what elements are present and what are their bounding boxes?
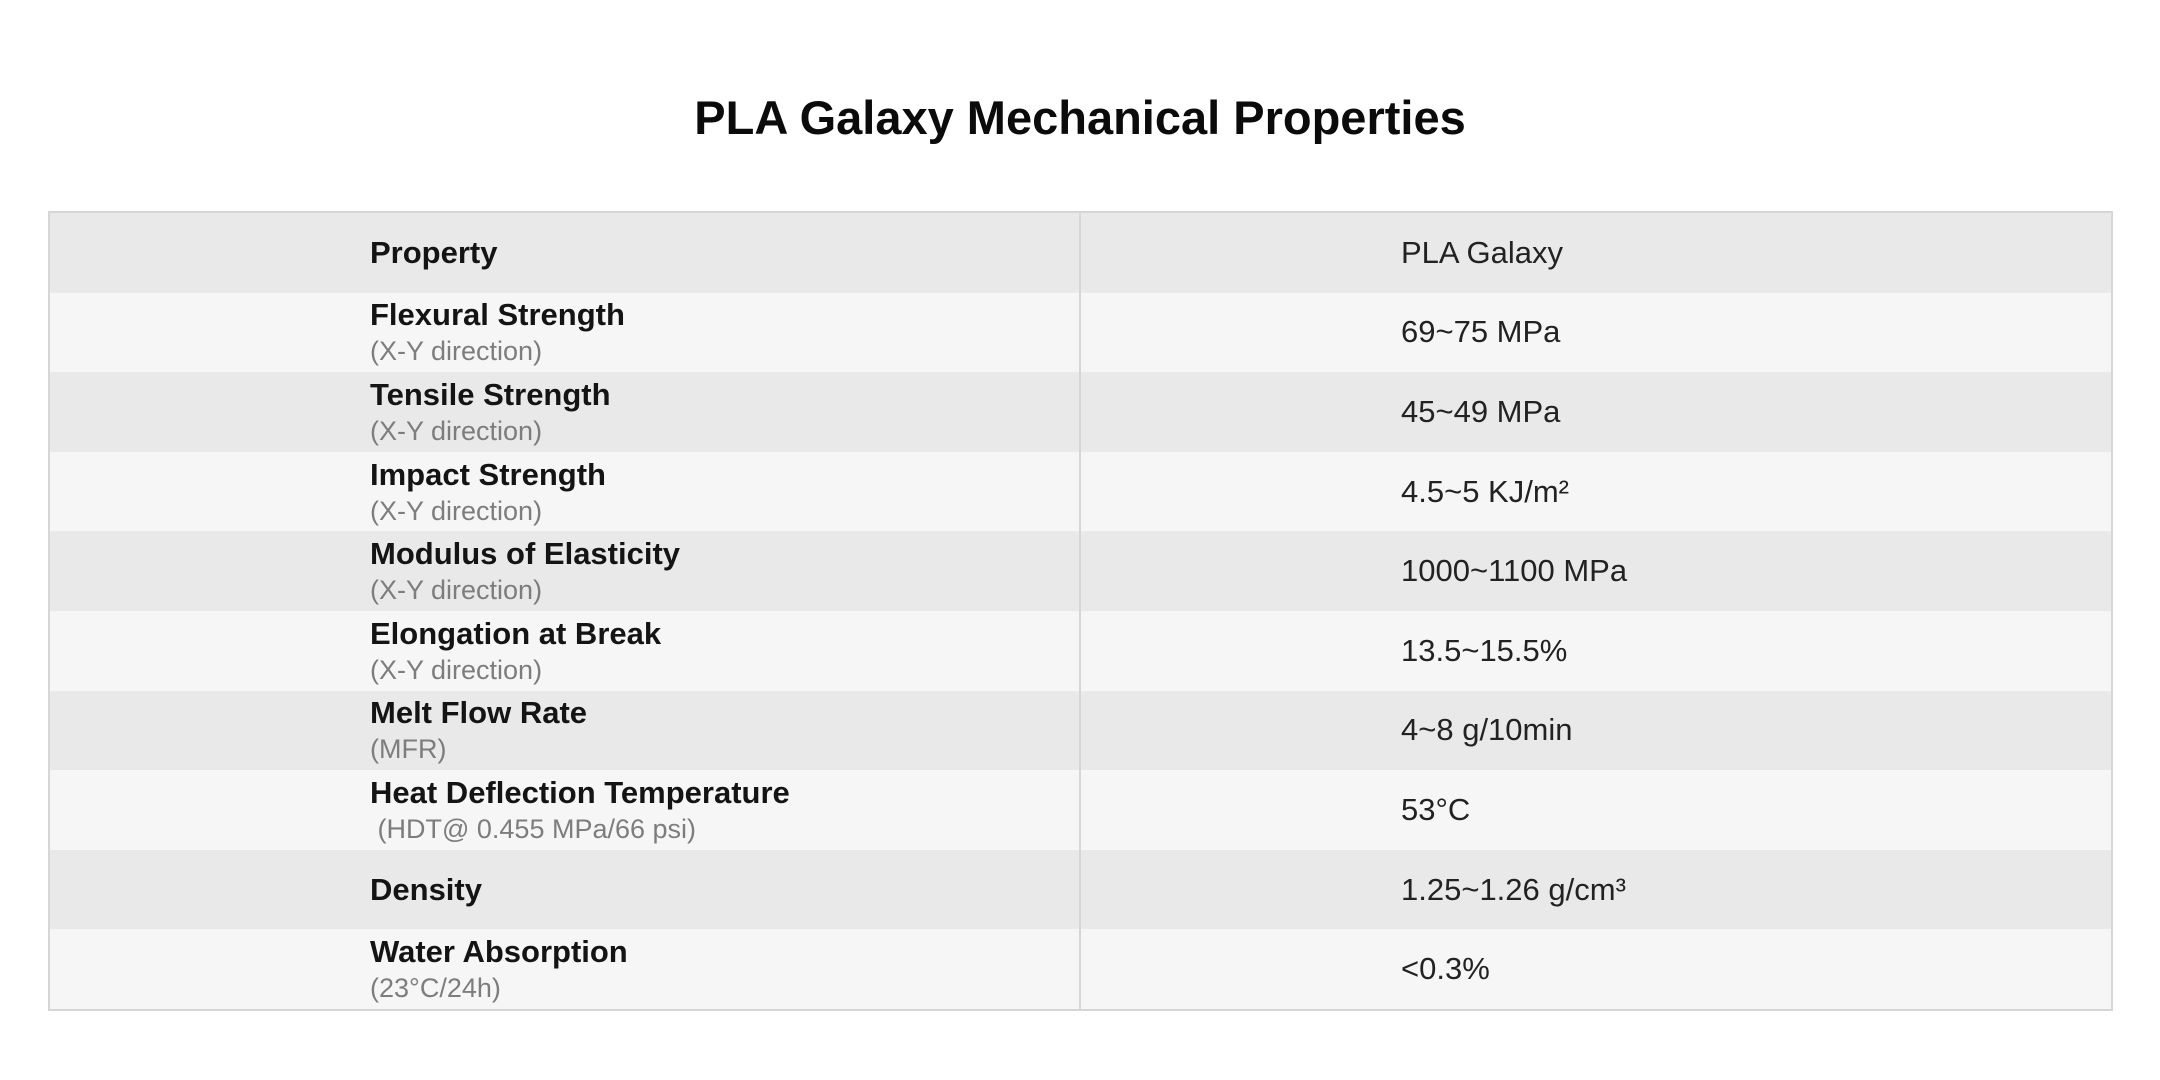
property-name: Melt Flow Rate — [370, 695, 588, 731]
value-cell — [1079, 611, 2111, 691]
property-subtitle: (HDT@ 0.455 MPa/66 psi) — [370, 813, 697, 844]
table-row — [50, 452, 2111, 532]
table-header-row — [50, 213, 2111, 293]
property-subtitle: (X-Y direction) — [370, 654, 543, 685]
value-cell — [1079, 531, 2111, 611]
property-subtitle: (X-Y direction) — [370, 336, 543, 367]
table-row — [50, 850, 2111, 930]
table-row — [50, 293, 2111, 373]
header-cell-value — [1079, 213, 2111, 293]
value-cell — [1079, 372, 2111, 452]
property-value: 53°C — [1401, 791, 1471, 827]
property-name: Elongation at Break — [370, 615, 662, 651]
table-row — [50, 691, 2111, 771]
header-property-label: Property — [370, 234, 498, 270]
property-cell — [50, 293, 1079, 373]
value-cell — [1079, 691, 2111, 771]
property-cell — [50, 770, 1079, 850]
header-value-label: PLA Galaxy — [1401, 234, 1563, 270]
value-cell — [1079, 770, 2111, 850]
property-cell — [50, 372, 1079, 452]
property-name: Heat Deflection Temperature — [370, 774, 790, 810]
value-cell — [1079, 929, 2111, 1009]
property-value: 4~8 g/10min — [1401, 712, 1573, 748]
table-row — [50, 531, 2111, 611]
property-subtitle: (X-Y direction) — [370, 575, 543, 606]
property-name: Tensile Strength — [370, 376, 611, 412]
property-value: 1000~1100 MPa — [1401, 553, 1628, 589]
property-name: Flexural Strength — [370, 297, 625, 333]
property-value: 4.5~5 KJ/m² — [1401, 473, 1569, 509]
property-cell — [50, 929, 1079, 1009]
mechanical-properties-table — [48, 211, 2113, 1011]
value-cell — [1079, 293, 2111, 373]
property-subtitle: (X-Y direction) — [370, 415, 543, 446]
property-cell — [50, 531, 1079, 611]
property-name: Water Absorption — [370, 934, 628, 970]
property-subtitle: (X-Y direction) — [370, 495, 543, 526]
value-cell — [1079, 850, 2111, 930]
property-value: 45~49 MPa — [1401, 393, 1561, 429]
table-row — [50, 611, 2111, 691]
value-cell — [1079, 452, 2111, 532]
property-cell — [50, 850, 1079, 930]
table-row — [50, 372, 2111, 452]
property-value: 69~75 MPa — [1401, 314, 1561, 350]
property-cell — [50, 691, 1079, 771]
header-cell-property — [50, 213, 1079, 293]
property-name: Modulus of Elasticity — [370, 536, 681, 572]
property-name: Density — [370, 871, 482, 907]
table-row — [50, 770, 2111, 850]
property-value: 13.5~15.5% — [1401, 632, 1568, 668]
property-value: <0.3% — [1401, 951, 1490, 987]
property-cell — [50, 611, 1079, 691]
page-title: PLA Galaxy Mechanical Properties — [694, 91, 1466, 144]
property-cell — [50, 452, 1079, 532]
property-subtitle: (MFR) — [370, 734, 447, 765]
property-name: Impact Strength — [370, 456, 606, 492]
property-value: 1.25~1.26 g/cm³ — [1401, 871, 1626, 907]
property-subtitle: (23°C/24h) — [370, 973, 501, 1004]
table-row — [50, 929, 2111, 1009]
